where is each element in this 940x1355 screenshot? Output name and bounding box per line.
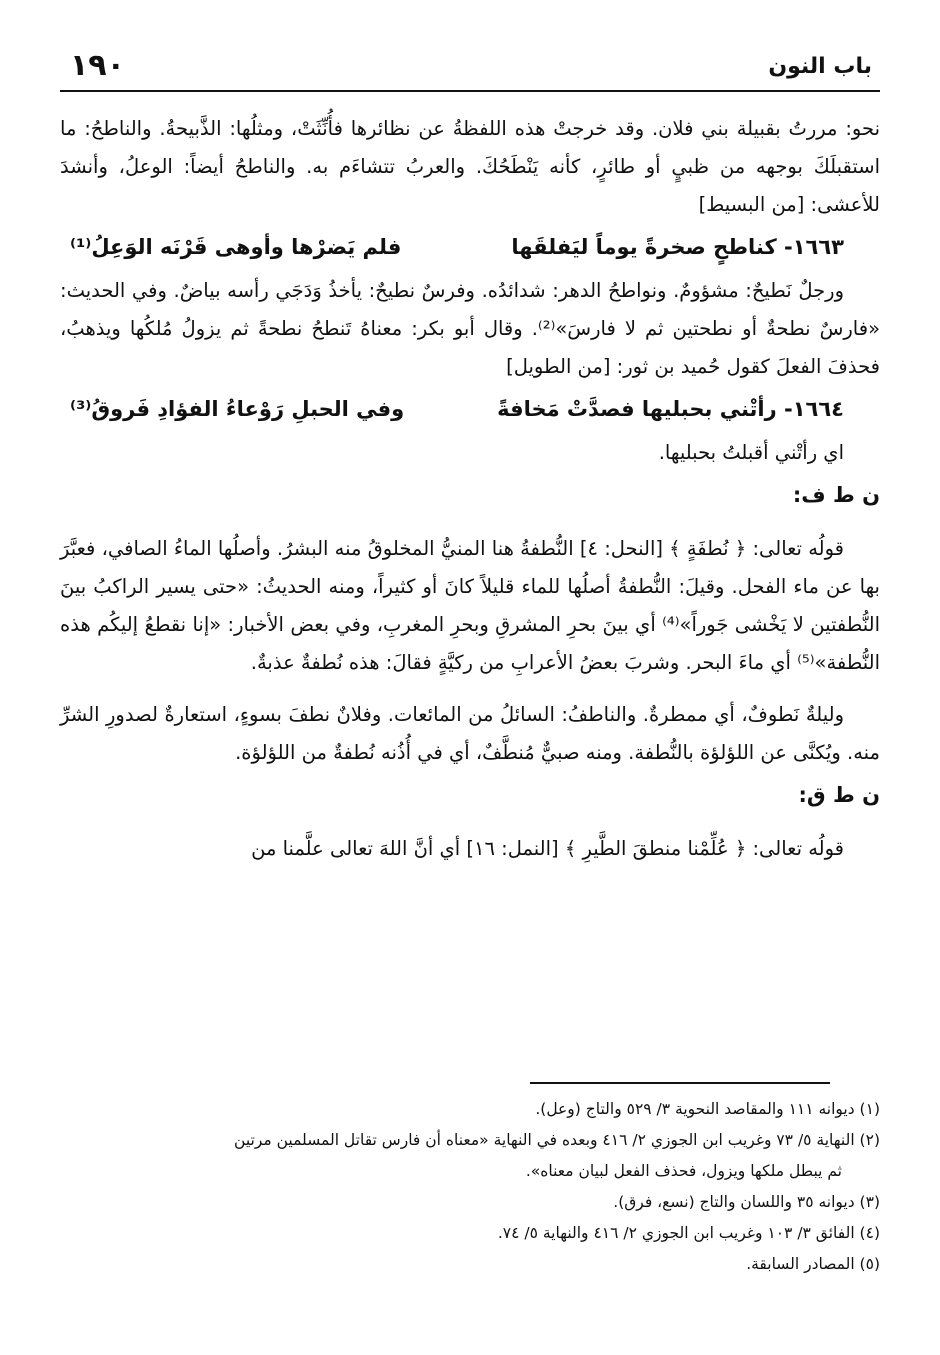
verse-1663 [60, 226, 880, 268]
footnote-1: (١) ديوانه ١١١ والمقاصد النحوية ٣/ ٥٢٩ والتاج (وعل). [535, 1100, 880, 1118]
footnote-3: (٣) ديوانه ٣٥ واللسان والتاج (نسع، فرق). [613, 1193, 880, 1211]
page-number: ١٩٠ [70, 48, 125, 83]
verse-hemistich-second: فلم يَضرْها وأوهى قَرْنَه الوَعِلُ⁽¹⁾ [70, 235, 402, 259]
footnote-rule [530, 1082, 830, 1084]
paragraph: وليلةٌ نَطوفٌ، أي ممطرةٌ. والناطفُ: السائلُ من المائعات. وفلانٌ نطفَ بسوءٍ، استعارةٌ لصدورِ الشرِّ منه. ويُكنَّى عن اللؤلؤة بالنُّطفة. ومنه صبيٌّ مُنطَّفٌ، أي في أُذُنه نُطفةٌ من اللؤلؤة. [60, 703, 880, 764]
footnote-4: (٤) الفائق ٣/ ١٠٣ وغريب ابن الجوزي ٢/ ٤١٦ والنهاية ٥/ ٧٤. [497, 1224, 880, 1242]
footnotes [60, 1094, 880, 1280]
section-heading-ntf: ن ط ف: [792, 483, 880, 507]
paragraph: قولُه تعالى: ﴿ نُطفَةٍ ﴾ [النحل: ٤] النُّطفةُ هنا المنيُّ المخلوقُ منه البشرُ. وأصلُها الماءُ الصافي، فعبَّرَ بها عن ماء الفحل. وقيلَ: النُّطفةُ أصلُها للماء قليلاً كانَ أو كثيراً، ومنه الحديثُ: «حتى يسير الراكبُ بينَ النُّطفتين لا يَخْشى جَوراً»⁽⁴⁾ أي بينَ بحرِ المشرقِ وبحرِ المغربِ، وفي بعض الأخبار: «إنا نقطعُ إليكُم هذه النُّطفة»⁽⁵⁾ أي ماءَ البحر. وشربَ بعضُ الأعرابِ من ركيَّةٍ فقالَ: هذه نُطفةٌ عذبةٌ. [60, 537, 880, 674]
spacer [60, 816, 880, 830]
verse-hemistich-first: ١٦٦٣- كناطحٍ صخرةً يوماً ليَفلقَها [511, 235, 844, 259]
main-text [60, 110, 880, 868]
header-rule [60, 90, 880, 92]
spacer [60, 682, 880, 696]
footnote-5: (٥) المصادر السابقة. [746, 1255, 880, 1273]
paragraph: ورجلٌ نَطيحٌ: مشؤومٌ. ونواطحُ الدهر: شدائدُه. وفرسٌ نطيحٌ: يأخذُ وَدَجَي رأسه بياضٌ. وفي الحديث: «فارسٌ نطحةٌ أو نطحتين ثم لا فارسَ»⁽²⁾. وقال أبو بكر: معناهُ تَنطحُ نطحةً ثم يزولُ مُلكُها ويذهبُ، فحذفَ الفعلَ كقول حُميد بن ثور: [من الطويل] [60, 279, 880, 378]
footnote-2-continued: ثم يبطل ملكها ويزول، فحذف الفعل لبيان معناه». [525, 1162, 842, 1180]
paragraph: اي رأتْني أقبلتُ بحبليها. [658, 441, 844, 464]
page-header [60, 44, 880, 90]
paragraph: قولُه تعالى: ﴿ عُلِّمْنا منطقَ الطَّيرِ ﴾ [النمل: ١٦] أي أنَّ اللهَ تعالى علَّمنا من [251, 837, 844, 860]
section-heading-ntq: ن ط ق: [798, 783, 880, 807]
verse-hemistich-second: وفي الحبلِ رَوْعاءُ الفؤادِ فَروقُ⁽³⁾ [70, 397, 405, 421]
paragraph: نحو: مررتُ بقبيلة بني فلان. وقد خرجتْ هذه اللفظةُ عن نظائرها فأُنِّثَتْ، ومثلُها: الذَّبيحةُ. والناطحُ: ما استقبلَكَ بوجهه من ظبيٍ أو طائرٍ، كأنه يَنْطَحُكَ. والعربُ تتشاءَم به. والناطحُ أيضاً: الوعلُ، وأنشدَ للأعشى: [من البسيط] [60, 117, 880, 216]
verse-1664 [60, 388, 880, 430]
verse-hemistich-first: ١٦٦٤- رأتْني بحبليها فصدَّتْ مَخافةً [497, 397, 844, 421]
chapter-title: باب النون [768, 54, 872, 79]
spacer [60, 516, 880, 530]
footnote-2: (٢) النهاية ٥/ ٧٣ وغريب ابن الجوزي ٢/ ٤١٦ وبعده في النهاية «معناه أن فارس تقاتل المسلمين مرتين [234, 1131, 880, 1149]
